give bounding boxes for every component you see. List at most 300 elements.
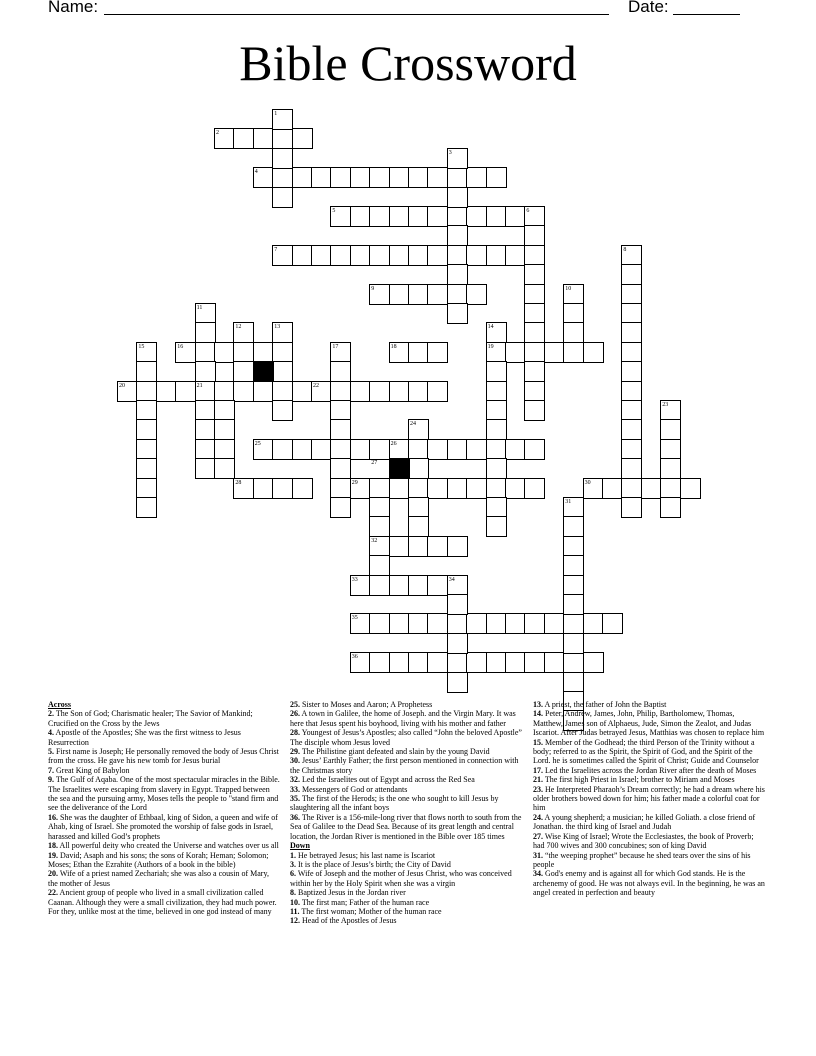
grid-cell[interactable]: [330, 245, 351, 266]
down-clue: [533, 785, 765, 813]
grid-cell[interactable]: [505, 613, 526, 634]
grid-cell[interactable]: [330, 497, 351, 518]
grid-cell[interactable]: [389, 284, 410, 305]
grid-cell[interactable]: [486, 245, 507, 266]
grid-cell[interactable]: [466, 206, 487, 227]
grid-cell[interactable]: [466, 284, 487, 305]
across-clue: [48, 775, 280, 813]
grid-cell[interactable]: [233, 361, 254, 382]
grid-cell[interactable]: [524, 322, 545, 343]
clue-number: 24: [410, 421, 416, 428]
clue-text: All powerful deity who created the Universe and watches over us all: [58, 841, 279, 851]
grid-cell[interactable]: [369, 167, 390, 188]
grid-cell[interactable]: [486, 458, 507, 479]
across-heading: Across: [48, 700, 71, 709]
grid-cell[interactable]: [136, 361, 157, 382]
grid-cell[interactable]: [272, 400, 293, 421]
grid-cell[interactable]: [136, 400, 157, 421]
clue-number-label: 32.: [290, 775, 300, 785]
grid-cell[interactable]: [292, 167, 313, 188]
clue-number: 27: [371, 460, 378, 467]
grid-cell[interactable]: [408, 516, 429, 537]
grid-cell[interactable]: [524, 225, 545, 246]
grid-cell[interactable]: [447, 439, 468, 460]
clue-number-label: 35.: [290, 794, 300, 804]
grid-cell[interactable]: [505, 206, 526, 227]
grid-cell[interactable]: [505, 478, 526, 499]
grid-cell[interactable]: [389, 536, 410, 557]
grid-cell[interactable]: [408, 245, 429, 266]
grid-cell[interactable]: [563, 303, 584, 324]
grid-cell[interactable]: [389, 206, 410, 227]
grid-cell[interactable]: [563, 575, 584, 596]
grid-cell[interactable]: [330, 478, 351, 499]
grid-cell[interactable]: [563, 342, 584, 363]
grid-cell[interactable]: [427, 652, 448, 673]
grid-cell[interactable]: [486, 419, 507, 440]
clue-number: 19: [487, 343, 494, 350]
clue-text: Head of the Apostles of Jesus: [300, 916, 397, 926]
grid-cell[interactable]: [427, 284, 448, 305]
grid-cell[interactable]: [389, 245, 410, 266]
grid-cell[interactable]: [466, 439, 487, 460]
grid-cell[interactable]: [272, 361, 293, 382]
clue-text: Baptized Jesus in the Jordan river: [296, 888, 406, 898]
clue-number-label: 36.: [290, 812, 300, 822]
clue-number: 17: [332, 343, 339, 350]
grid-cell[interactable]: [272, 148, 293, 169]
grid-cell[interactable]: [408, 652, 429, 673]
grid-cell[interactable]: [311, 245, 332, 266]
grid-cell[interactable]: [369, 381, 390, 402]
grid-cell[interactable]: [660, 439, 681, 460]
grid-cell[interactable]: [621, 497, 642, 518]
grid-cell[interactable]: [136, 381, 157, 402]
down-clue: [290, 851, 522, 860]
grid-cell[interactable]: [447, 633, 468, 654]
grid-cell[interactable]: [447, 303, 468, 324]
grid-cell[interactable]: [292, 245, 313, 266]
clue-number-label: 4.: [48, 728, 54, 738]
grid-cell[interactable]: [602, 613, 623, 634]
grid-cell[interactable]: [350, 245, 371, 266]
clue-number: 20: [119, 382, 125, 389]
grid-cell[interactable]: [621, 284, 642, 305]
across-clue: [290, 775, 522, 784]
grid-cell[interactable]: [369, 497, 390, 518]
clue-text: A priest, the father of John the Baptist: [543, 700, 667, 709]
grid-cell[interactable]: [136, 439, 157, 460]
grid-cell[interactable]: [486, 516, 507, 537]
clue-number-label: 12.: [290, 916, 300, 926]
clue-number-label: 11.: [290, 906, 300, 916]
grid-cell[interactable]: [466, 245, 487, 266]
across-clue: [48, 766, 280, 775]
grid-cell[interactable]: [311, 439, 332, 460]
grid-cell[interactable]: [136, 458, 157, 479]
grid-cell[interactable]: [233, 342, 254, 363]
grid-cell[interactable]: [369, 516, 390, 537]
grid-cell[interactable]: [427, 381, 448, 402]
grid-cell[interactable]: [621, 419, 642, 440]
clue-number-label: 20.: [48, 869, 58, 879]
grid-cell[interactable]: [350, 206, 371, 227]
grid-cell[interactable]: [524, 652, 545, 673]
grid-cell[interactable]: [486, 381, 507, 402]
across-clue: [290, 794, 522, 813]
grid-cell[interactable]: [330, 167, 351, 188]
grid-cell[interactable]: [544, 342, 565, 363]
grid-cell[interactable]: [292, 381, 313, 402]
grid-cell[interactable]: [524, 284, 545, 305]
grid-cell[interactable]: [136, 419, 157, 440]
grid-cell[interactable]: [408, 613, 429, 634]
grid-cell[interactable]: [466, 167, 487, 188]
clue-number-label: 34.: [533, 869, 543, 879]
grid-cell[interactable]: [583, 652, 604, 673]
grid-cell[interactable]: [195, 400, 216, 421]
grid-cell[interactable]: [272, 187, 293, 208]
clue-text: Jesus’ Earthly Father; the first person mentioned in connection with the Christmas story: [290, 756, 519, 775]
clue-number-label: 14.: [533, 709, 543, 719]
grid-cell[interactable]: [408, 167, 429, 188]
grid-cell[interactable]: [389, 478, 410, 499]
grid-cell[interactable]: [195, 361, 216, 382]
grid-cell[interactable]: [195, 419, 216, 440]
clue-text: Wise King of Israel; Wrote the Ecclesiastes, the book of Proverb; had 700 wives and 300 concubines; son of king David: [533, 831, 754, 851]
grid-cell[interactable]: [369, 478, 390, 499]
clue-number-label: 10.: [290, 897, 300, 907]
clue-number: 9: [371, 285, 375, 292]
grid-cell[interactable]: [563, 555, 584, 576]
clue-text: The first man; Father of the human race: [300, 897, 430, 907]
clue-number: 23: [662, 402, 669, 408]
grid-cell[interactable]: [563, 652, 584, 673]
clue-text: First name is Joseph; He personally removed the body of Jesus Christ from the cross. He gave his new tomb for Jesus burial: [48, 747, 279, 766]
grid-cell[interactable]: [214, 419, 235, 440]
across-clues-column: [48, 700, 280, 916]
across-clue: [290, 747, 522, 756]
grid-cell[interactable]: [253, 381, 274, 402]
grid-cell[interactable]: [311, 167, 332, 188]
across-clue: [290, 728, 522, 747]
grid-cell[interactable]: [563, 672, 584, 693]
grid-cell[interactable]: [563, 594, 584, 615]
grid-cell[interactable]: [447, 652, 468, 673]
clue-number-label: 22.: [48, 888, 58, 898]
clue-number-label: 16.: [48, 812, 58, 822]
grid-cell[interactable]: [408, 575, 429, 596]
grid-cell[interactable]: [214, 342, 235, 363]
grid-cell[interactable]: [253, 342, 274, 363]
grid-cell[interactable]: [195, 342, 216, 363]
clue-number: 10: [565, 285, 572, 292]
grid-cell[interactable]: [427, 575, 448, 596]
grid-cell[interactable]: [447, 245, 468, 266]
grid-cell[interactable]: [486, 478, 507, 499]
grid-cell[interactable]: [330, 400, 351, 421]
clue-number: 3: [448, 149, 452, 156]
across-clue: [48, 841, 280, 850]
grid-cell[interactable]: [447, 284, 468, 305]
down-clue: [533, 775, 765, 784]
grid-cell[interactable]: [272, 478, 293, 499]
grid-cell[interactable]: [389, 613, 410, 634]
grid-cell[interactable]: [447, 613, 468, 634]
clue-number-label: 30.: [290, 756, 300, 766]
grid-cell[interactable]: [660, 419, 681, 440]
grid-cell[interactable]: [272, 342, 293, 363]
grid-cell[interactable]: [505, 342, 526, 363]
grid-cell[interactable]: [253, 478, 274, 499]
clues-column-middle: [290, 700, 522, 926]
grid-cell[interactable]: [524, 361, 545, 382]
grid-cell[interactable]: [486, 361, 507, 382]
grid-cell[interactable]: [621, 264, 642, 285]
clue-text: David; Asaph and his sons; the sons of Korah; Heman; Solomon; Moses; Ethan the Ezrahite (Authors of a book in the bible): [48, 850, 269, 869]
grid-cell[interactable]: [369, 652, 390, 673]
grid-cell[interactable]: [505, 245, 526, 266]
clue-number: 25: [254, 440, 261, 447]
clue-number-label: 1.: [290, 850, 296, 860]
grid-cell[interactable]: [427, 613, 448, 634]
grid-cell[interactable]: [427, 478, 448, 499]
grid-cell[interactable]: [330, 439, 351, 460]
grid-cell[interactable]: [408, 206, 429, 227]
grid-cell[interactable]: [447, 225, 468, 246]
across-clue: [48, 869, 280, 888]
clue-number: 33: [351, 576, 358, 583]
grid-cell[interactable]: [486, 400, 507, 421]
grid-cell[interactable]: [330, 419, 351, 440]
grid-cell[interactable]: [272, 128, 293, 149]
grid-cell[interactable]: [350, 167, 371, 188]
grid-cell[interactable]: [427, 245, 448, 266]
grid-cell[interactable]: [233, 128, 254, 149]
grid-cell[interactable]: [136, 497, 157, 518]
grid-cell[interactable]: [486, 613, 507, 634]
grid-cell[interactable]: [272, 167, 293, 188]
grid-cell[interactable]: [621, 381, 642, 402]
grid-cell[interactable]: [330, 381, 351, 402]
grid-cell[interactable]: [408, 381, 429, 402]
grid-cell[interactable]: [680, 478, 701, 499]
grid-cell[interactable]: [389, 652, 410, 673]
clue-number-label: 8.: [290, 888, 296, 898]
grid-cell[interactable]: [214, 439, 235, 460]
clue-text: The first high Priest in Israel; brother to Miriam and Moses: [543, 775, 735, 785]
grid-cell[interactable]: [621, 439, 642, 460]
grid-cell[interactable]: [292, 439, 313, 460]
grid-cell[interactable]: [486, 206, 507, 227]
grid-cell[interactable]: [408, 497, 429, 518]
grid-cell[interactable]: [369, 439, 390, 460]
grid-cell[interactable]: [233, 381, 254, 402]
grid-cell[interactable]: [350, 381, 371, 402]
grid-cell[interactable]: [621, 478, 642, 499]
grid-cell[interactable]: [486, 497, 507, 518]
grid-cell[interactable]: [621, 361, 642, 382]
grid-cell[interactable]: [389, 167, 410, 188]
grid-cell[interactable]: [408, 536, 429, 557]
across-clue: [48, 813, 280, 841]
clue-number: 28: [235, 479, 242, 486]
grid-cell[interactable]: [563, 536, 584, 557]
grid-cell[interactable]: [641, 478, 662, 499]
black-square: [389, 458, 410, 479]
clue-text: Messengers of God or attendants: [300, 784, 408, 794]
clue-number: 22: [313, 382, 319, 389]
grid-cell[interactable]: [214, 458, 235, 479]
clue-number: 14: [487, 324, 494, 331]
grid-cell[interactable]: [253, 128, 274, 149]
grid-cell[interactable]: [660, 478, 681, 499]
clue-number: 31: [565, 499, 572, 505]
grid-cell[interactable]: [505, 652, 526, 673]
grid-cell[interactable]: [621, 342, 642, 363]
grid-cell[interactable]: [563, 322, 584, 343]
grid-cell[interactable]: [621, 303, 642, 324]
clue-number-label: 19.: [48, 850, 58, 860]
clue-number: 5: [332, 208, 336, 214]
grid-cell[interactable]: [544, 613, 565, 634]
down-clue: [533, 738, 765, 766]
grid-cell[interactable]: [427, 342, 448, 363]
grid-cell[interactable]: [350, 439, 371, 460]
grid-cell[interactable]: [369, 575, 390, 596]
grid-cell[interactable]: [369, 555, 390, 576]
clue-number: 26: [390, 440, 397, 447]
grid-cell[interactable]: [369, 245, 390, 266]
clue-text: Led the Israelites out of Egypt and across the Red Sea: [300, 775, 475, 785]
clue-text: Youngest of Jesus’s Apostles; also called “John the beloved Apostle” The disciple whom Jesus loved: [290, 728, 522, 747]
grid-cell[interactable]: [583, 342, 604, 363]
grid-cell[interactable]: [447, 594, 468, 615]
grid-cell[interactable]: [524, 400, 545, 421]
grid-cell[interactable]: [447, 167, 468, 188]
across-clue: [48, 851, 280, 870]
grid-cell[interactable]: [292, 478, 313, 499]
grid-cell[interactable]: [505, 439, 526, 460]
grid-cell[interactable]: [272, 439, 293, 460]
grid-cell[interactable]: [447, 264, 468, 285]
clue-number: 6: [526, 208, 530, 214]
grid-cell[interactable]: [330, 361, 351, 382]
clue-text: Peter, Andrew, James, John, Philip, Bartholomew, Thomas, Matthew, James son of Alphaeus, Jude, Simon the Zealot, and Judas Iscariot. After Judas betrayed Jesus, Matthias was chosen to replace him: [533, 709, 765, 738]
grid-cell[interactable]: [621, 400, 642, 421]
grid-cell[interactable]: [408, 439, 429, 460]
grid-cell[interactable]: [330, 458, 351, 479]
grid-cell[interactable]: [427, 206, 448, 227]
grid-cell[interactable]: [563, 516, 584, 537]
clue-number-label: 29.: [290, 747, 300, 757]
grid-cell[interactable]: [486, 167, 507, 188]
grid-cell[interactable]: [544, 652, 565, 673]
grid-cell[interactable]: [447, 672, 468, 693]
grid-cell[interactable]: [524, 303, 545, 324]
grid-cell[interactable]: [524, 439, 545, 460]
grid-cell[interactable]: [524, 478, 545, 499]
grid-cell[interactable]: [466, 652, 487, 673]
grid-cell[interactable]: [563, 633, 584, 654]
grid-cell[interactable]: [524, 264, 545, 285]
grid-cell[interactable]: [389, 381, 410, 402]
clue-number: 29: [351, 479, 358, 486]
clue-number-label: 7.: [48, 765, 54, 775]
clue-number: 32: [371, 537, 378, 544]
grid-cell[interactable]: [369, 613, 390, 634]
grid-cell[interactable]: [563, 613, 584, 634]
clue-number-label: 23.: [533, 784, 543, 794]
grid-cell[interactable]: [486, 652, 507, 673]
grid-cell[interactable]: [427, 167, 448, 188]
grid-cell[interactable]: [156, 381, 177, 402]
grid-cell[interactable]: [524, 381, 545, 402]
grid-cell[interactable]: [660, 458, 681, 479]
grid-cell[interactable]: [408, 458, 429, 479]
grid-cell[interactable]: [427, 439, 448, 460]
name-label: Name:: [48, 0, 99, 16]
grid-cell[interactable]: [621, 322, 642, 343]
grid-cell[interactable]: [195, 458, 216, 479]
grid-cell[interactable]: [369, 206, 390, 227]
down-clue: [290, 898, 522, 907]
grid-cell[interactable]: [524, 613, 545, 634]
grid-cell[interactable]: [466, 613, 487, 634]
page-title: Bible Crossword: [239, 35, 577, 91]
clue-number-label: 27.: [533, 831, 543, 841]
clue-text: The Gulf of Aqaba. One of the most spectacular miracles in the Bible. The Israelites were escaping from slavery in Egypt. Trapped between the sea and the pursuing army, Moses tells the people to "stand firm and see the deliverance of the Lord: [48, 775, 280, 813]
grid-cell[interactable]: [408, 478, 429, 499]
grid-cell[interactable]: [272, 381, 293, 402]
clue-number: 2: [216, 130, 219, 137]
grid-cell[interactable]: [408, 342, 429, 363]
clue-number-label: 17.: [533, 765, 543, 775]
grid-cell[interactable]: [660, 497, 681, 518]
across-clue: [290, 709, 522, 728]
grid-cell[interactable]: [447, 536, 468, 557]
across-clue: [290, 785, 522, 794]
grid-cell[interactable]: [389, 575, 410, 596]
grid-cell[interactable]: [214, 381, 235, 402]
clue-number-label: 3.: [290, 859, 296, 869]
grid-cell[interactable]: [292, 128, 313, 149]
grid-cell[interactable]: [214, 400, 235, 421]
grid-cell[interactable]: [195, 322, 216, 343]
grid-cell[interactable]: [466, 478, 487, 499]
clue-text: It is the place of Jesus’s birth; the City of David: [296, 859, 451, 869]
grid-cell[interactable]: [427, 536, 448, 557]
grid-cell[interactable]: [524, 245, 545, 266]
grid-cell[interactable]: [602, 478, 623, 499]
grid-cell[interactable]: [408, 284, 429, 305]
clue-number-label: 18.: [48, 841, 58, 851]
clue-number-label: 33.: [290, 784, 300, 794]
grid-cell[interactable]: [447, 478, 468, 499]
grid-cell[interactable]: [447, 187, 468, 208]
grid-cell[interactable]: [583, 613, 604, 634]
grid-cell[interactable]: [524, 342, 545, 363]
clue-number: 4: [254, 169, 258, 176]
grid-cell[interactable]: [621, 458, 642, 479]
grid-cell[interactable]: [175, 381, 196, 402]
down-clue: [533, 832, 765, 851]
grid-cell[interactable]: [136, 478, 157, 499]
grid-cell[interactable]: [447, 206, 468, 227]
black-square: [253, 361, 274, 382]
grid-cell[interactable]: [195, 439, 216, 460]
grid-cell[interactable]: [486, 439, 507, 460]
